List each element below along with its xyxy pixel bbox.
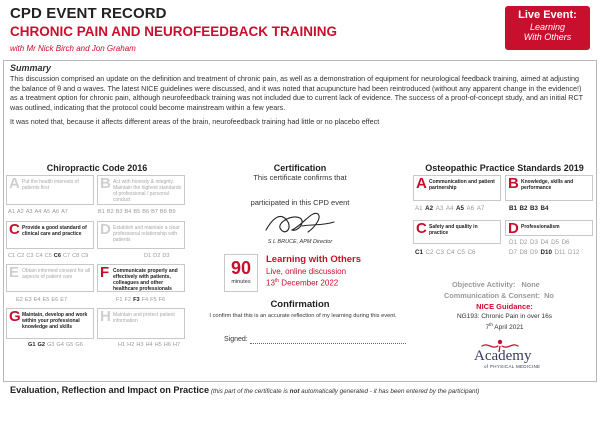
standard-code: D3 [530, 239, 538, 246]
standard-code: H3 [136, 342, 144, 348]
standard-code: A6 [52, 209, 60, 215]
standard-code: C9 [81, 253, 89, 259]
nice-date-day: 7 [485, 324, 490, 332]
chiropractic-code-title: Chiropractic Code 2016 [46, 163, 148, 173]
cpd-minutes-box [224, 254, 258, 292]
standard-code: C4 [446, 249, 455, 256]
chiro-tile-f [97, 264, 185, 292]
osteo-codes-a [415, 205, 487, 212]
standard-code: G3 [46, 342, 55, 348]
tile-label: Knowledge, skills and performance [521, 179, 574, 191]
chiro-tile-a [6, 175, 94, 205]
standard-code: H1 [118, 342, 126, 348]
standard-code: D12 [568, 249, 580, 256]
standard-code: C6 [53, 253, 61, 259]
summary-note: It was noted that, because it affects different areas of the brain, neurofeedback training had little or no placebo effect [10, 117, 380, 127]
chiro-codes-a [8, 209, 70, 215]
standard-code: C3 [436, 249, 444, 256]
presenters: with Mr Nick Birch and Jon Graham [10, 44, 136, 53]
tile-label: Act with honesty & integrity. Maintain the highest standards of professional / personal conduct [113, 179, 182, 203]
chiro-codes-h [118, 342, 182, 348]
standard-code: H6 [163, 342, 171, 348]
evaluation-footer [10, 385, 479, 395]
objective-activity-value: None [521, 280, 540, 289]
signatory-name: S L BRUCE, APM Director [267, 239, 333, 245]
standard-code: D6 [561, 239, 570, 246]
nice-date-suffix: th [489, 322, 493, 327]
communication-consent-value: No [544, 291, 554, 300]
standard-code: A1 [415, 205, 423, 212]
standard-code: D2 [519, 239, 528, 246]
standard-code: A3 [435, 205, 444, 212]
tile-label: Provide a good standard of clinical care and practice [22, 225, 87, 237]
standard-code: E6 [51, 297, 59, 303]
standard-code: C7 [62, 253, 71, 259]
tile-label: Obtain informed consent for all aspects of patient care [22, 268, 91, 280]
standard-code: F3 [133, 297, 140, 303]
standard-code: A2 [16, 209, 24, 215]
summary-section [10, 63, 590, 127]
standard-code: B5 [133, 209, 141, 215]
standard-code: F6 [158, 297, 166, 303]
osteo-tile-d [505, 220, 593, 236]
evaluation-note-not: not [289, 388, 300, 395]
confirmation-text: I confirm that this is an accurate reflection of my learning during this event. [209, 313, 397, 319]
objective-activity [452, 280, 540, 289]
learning-type: Learning with Others [266, 254, 362, 265]
live-badge-sub-line-2: With Others [523, 32, 572, 42]
event-title: CHRONIC PAIN AND NEUROFEEDBACK TRAINING [10, 24, 337, 39]
osteo-tile-b [505, 175, 593, 201]
signature-line[interactable] [250, 343, 406, 344]
live-event-badge [505, 6, 590, 50]
cpd-minutes-label: minutes [231, 279, 251, 285]
standard-code: F2 [124, 297, 132, 303]
standard-code: G4 [56, 342, 64, 348]
osteo-codes-d-row2 [509, 249, 582, 256]
standard-code: E5 [42, 297, 50, 303]
standard-code: A4 [445, 205, 454, 212]
standard-code: D4 [540, 239, 549, 246]
standard-code: A2 [425, 205, 434, 212]
standard-code: C2 [17, 253, 25, 259]
standard-code: E2 [16, 297, 23, 303]
chiro-tile-c [6, 221, 94, 249]
chiro-codes-f [116, 297, 167, 303]
osteo-codes-d-row1 [509, 239, 572, 246]
tile-label: Safety and quality in practice [429, 224, 478, 236]
tile-label: Establish and maintain a clear professional relationship with patients [113, 225, 180, 243]
standard-code: B4 [540, 205, 549, 212]
certificate-confirms-text: This certificate confirms that [253, 173, 347, 182]
standard-code: B1 [98, 209, 105, 215]
standard-code: D3 [162, 253, 170, 259]
standard-code: D7 [509, 249, 517, 256]
tile-letter: C [9, 221, 20, 238]
standard-code: C1 [415, 249, 423, 256]
osteopathic-standards-title: Osteopathic Practice Standards 2019 [425, 163, 584, 173]
objective-activity-label: Objective Activity: [452, 280, 516, 289]
tile-letter: C [416, 220, 427, 237]
standard-code: H5 [154, 342, 162, 348]
page-title: CPD EVENT RECORD [10, 5, 167, 22]
standard-code: A1 [8, 209, 15, 215]
standard-code: F4 [141, 297, 149, 303]
standard-code: C5 [457, 249, 465, 256]
chiro-codes-b [98, 209, 178, 215]
tile-letter: A [9, 175, 20, 192]
tile-letter: H [100, 308, 111, 325]
live-badge-subtitle [505, 22, 590, 42]
communication-consent-label: Communication & Consent: [444, 291, 541, 300]
chiro-tile-d [97, 221, 185, 249]
standard-code: D2 [153, 253, 161, 259]
standard-code: A5 [43, 209, 51, 215]
osteo-codes-b [509, 205, 551, 212]
evaluation-note-before: (this part of the certificate is [209, 388, 290, 395]
standard-code: G2 [37, 342, 45, 348]
event-format: Live, online discussion [266, 267, 347, 276]
standard-code: D10 [540, 249, 552, 256]
standard-code: E3 [24, 297, 32, 303]
standard-code: D8 [519, 249, 528, 256]
standard-code: C6 [467, 249, 476, 256]
evaluation-note [209, 388, 479, 395]
standard-code: B1 [509, 205, 517, 212]
chiro-tile-g [6, 308, 94, 339]
evaluation-note-after: automatically generated - it has been entered by the participant) [299, 388, 480, 395]
standard-code: B2 [519, 205, 528, 212]
academy-subtitle: of PHYSICAL MEDICINE [484, 364, 541, 369]
standard-code: F5 [150, 297, 157, 303]
nice-guidance-title: NICE Guidance: [476, 302, 533, 311]
standard-code: C5 [44, 253, 52, 259]
tile-label: Maintain, develop and work within your professional knowledge and skills [22, 312, 88, 330]
tile-label: Communication and patient partnership [429, 179, 495, 191]
standard-code: C3 [26, 253, 34, 259]
chiro-tile-b [97, 175, 185, 205]
event-date-day: 13 [266, 278, 275, 288]
header [0, 0, 600, 64]
participated-text: participated in this CPD event [250, 198, 350, 207]
tile-letter: B [100, 175, 111, 192]
standard-code: B2 [106, 209, 114, 215]
osteo-codes-c [415, 249, 478, 256]
chiro-codes-g [28, 342, 85, 348]
chiro-codes-c [8, 253, 90, 259]
standard-code: B4 [124, 209, 132, 215]
chiro-codes-d [144, 253, 171, 259]
academy-logo [472, 330, 548, 372]
tile-letter: A [416, 175, 427, 192]
standard-code: A7 [61, 209, 68, 215]
standard-code: G1 [28, 342, 36, 348]
communication-consent [444, 291, 554, 300]
summary-text: This discussion comprised an update on the definition and treatment of chronic pain, as well as a demonstration of equipment for neurological feedback training, aimed at adjusting the balance of θ and α waves. The latest NICE guidelines were discussed, and it was noted that acupuncture had been reintroduced (without any apparent change in the evidence!) as a treatment option for chronic pain, although neurofeedback training was not included due to current lack of evidence. The success of a proof-of-concept study, and an initial RCT was outlined, indicating that the protocol could become mainstream within a few years. [10, 74, 583, 112]
tile-letter: D [508, 220, 519, 237]
standard-code: G5 [65, 342, 74, 348]
standard-code: E7 [60, 297, 68, 303]
chiro-tile-e [6, 264, 94, 292]
standard-code: B3 [530, 205, 538, 212]
standard-code: G6 [75, 342, 83, 348]
confirmation-title: Confirmation [270, 299, 330, 310]
tile-label: Maintain and protect patient information [113, 312, 175, 324]
summary-title: Summary [10, 63, 52, 73]
standard-code: D1 [509, 239, 517, 246]
tile-letter: F [100, 264, 110, 281]
evaluation-title: Evaluation, Reflection and Impact on Practice [10, 385, 210, 395]
tile-label: Communicate properly and effectively with patients, colleagues and other healthcare professionals [113, 268, 178, 292]
standard-code: H7 [172, 342, 181, 348]
cpd-minutes-value: 90 [230, 258, 252, 278]
academy-name: Academy [474, 348, 532, 364]
event-date [266, 278, 338, 288]
chiro-tile-h [97, 308, 185, 339]
standard-code: D1 [144, 253, 152, 259]
tile-letter: D [100, 221, 111, 238]
standard-code: A4 [34, 209, 42, 215]
standard-code: A5 [456, 205, 464, 212]
live-badge-sub-line-1: Learning [529, 22, 566, 32]
standard-code: A3 [25, 209, 33, 215]
signed-label: Signed: [224, 336, 248, 343]
osteo-tile-a [413, 175, 501, 201]
standard-code: B6 [142, 209, 150, 215]
live-badge-title: Live Event: [518, 9, 577, 21]
standard-code: B9 [168, 209, 176, 215]
standard-code: D11 [554, 249, 566, 256]
event-date-suffix: th [274, 278, 280, 284]
tile-label: Professionalism [521, 224, 560, 230]
standard-code: F1 [116, 297, 123, 303]
standard-code: A6 [466, 205, 475, 212]
standard-code: C8 [72, 253, 80, 259]
tile-letter: B [508, 175, 519, 192]
standard-code: C4 [35, 253, 43, 259]
director-signature [262, 206, 338, 240]
standard-code: D9 [530, 249, 538, 256]
standard-code: E4 [33, 297, 41, 303]
standard-code: B3 [115, 209, 123, 215]
standard-code: A7 [476, 205, 485, 212]
chiro-codes-e [16, 297, 69, 303]
standard-code: B7 [151, 209, 158, 215]
event-date-rest: December 2022 [279, 278, 339, 288]
standard-code: C1 [8, 253, 16, 259]
standard-code: C2 [425, 249, 434, 256]
osteo-tile-c [413, 220, 501, 244]
nice-date-rest: April 2021 [492, 324, 524, 332]
nice-guidance-item: NG193: Chronic Pain in over 16s [456, 313, 553, 320]
standard-code: D5 [551, 239, 559, 246]
tile-label: Put the health interests of patients first [22, 179, 79, 191]
certification-title: Certification [273, 163, 327, 173]
tile-letter: G [9, 308, 21, 325]
standard-code: B8 [159, 209, 167, 215]
standard-code: H2 [127, 342, 135, 348]
standard-code: H4 [145, 342, 153, 348]
tile-letter: E [9, 264, 20, 281]
